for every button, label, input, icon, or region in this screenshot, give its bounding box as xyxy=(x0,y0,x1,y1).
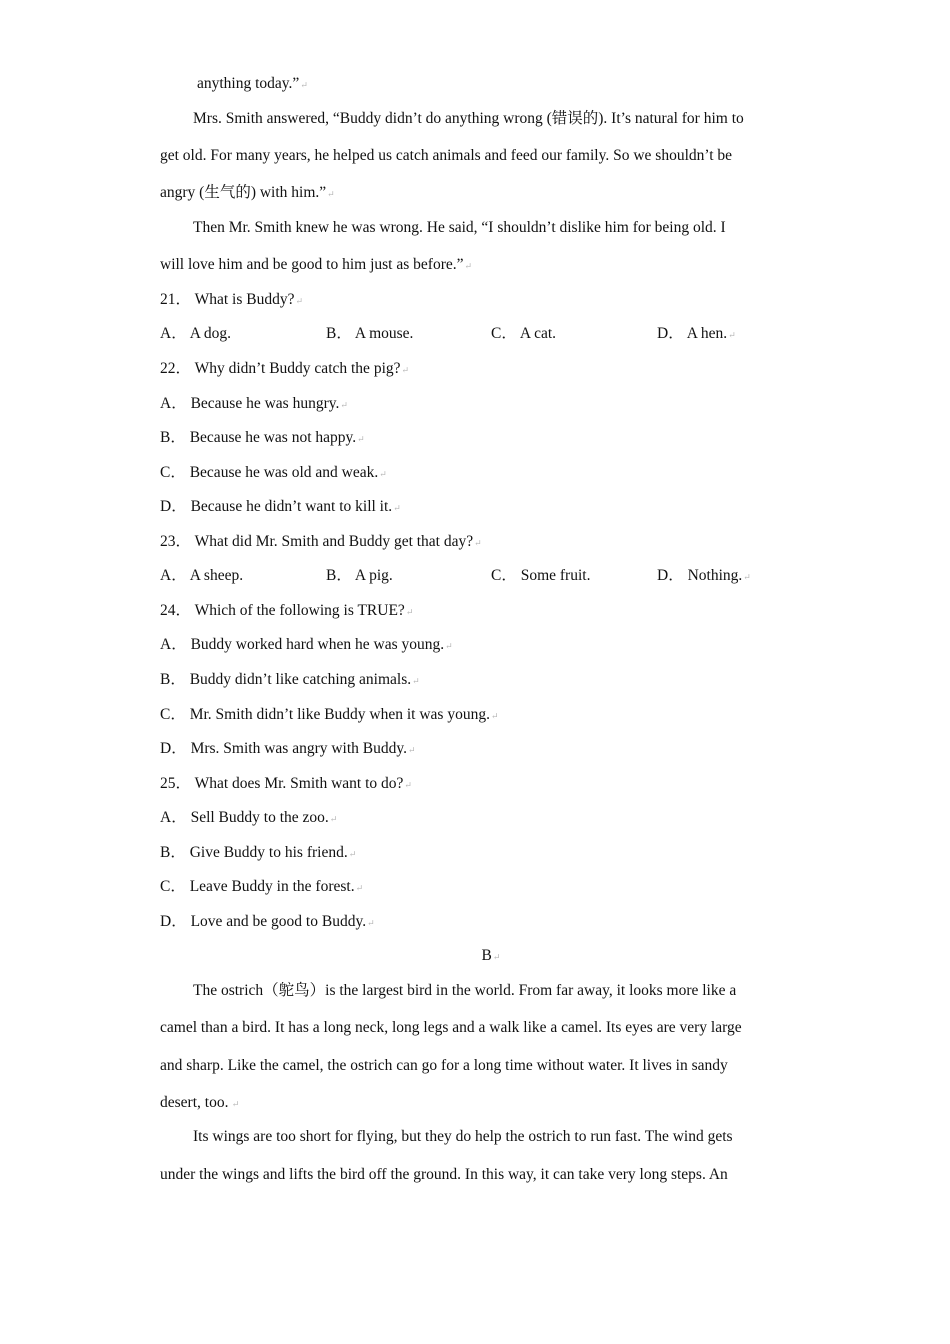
option-b: B． Buddy didn’t like catching animals.↵ xyxy=(160,671,420,688)
option-d: D． Love and be good to Buddy.↵ xyxy=(160,913,375,930)
option-a: A． Buddy worked hard when he was young.↵ xyxy=(160,636,453,653)
passage-b-line: Its wings are too short for flying, but they do help the ostrich to run fast. The wind gets xyxy=(193,1128,733,1145)
passage-b-line: camel than a bird. It has a long neck, long legs and a walk like a camel. Its eyes are very large xyxy=(160,1019,742,1036)
option-d: D． Mrs. Smith was angry with Buddy.↵ xyxy=(160,740,416,757)
option-c: C． Some fruit. xyxy=(491,567,591,584)
option-a: A． Sell Buddy to the zoo.↵ xyxy=(160,809,338,826)
passage-b-line: The ostrich（鸵鸟）is the largest bird in the world. From far away, it looks more like a xyxy=(193,982,737,999)
passage-a-line: get old. For many years, he helped us catch animals and feed our family. So we shouldn’t be xyxy=(160,147,733,164)
question-stem: 21． What is Buddy?↵ xyxy=(160,291,304,308)
question-stem: 25． What does Mr. Smith want to do?↵ xyxy=(160,775,412,792)
section-heading: B↵ xyxy=(481,947,501,964)
passage-b-line: and sharp. Like the camel, the ostrich can go for a long time without water. It lives in sandy xyxy=(160,1057,728,1074)
option-a: A． A dog. xyxy=(160,325,232,342)
passage-a-line: angry (生气的) with him.”↵ xyxy=(160,184,335,201)
question-stem: 22． Why didn’t Buddy catch the pig?↵ xyxy=(160,360,410,377)
question-stem: 24． Which of the following is TRUE?↵ xyxy=(160,602,414,619)
option-c: C． A cat. xyxy=(491,325,557,342)
option-a: A． Because he was hungry.↵ xyxy=(160,395,348,412)
option-b: B． Because he was not happy.↵ xyxy=(160,429,365,446)
passage-b-line: desert, too. ↵ xyxy=(160,1094,240,1111)
option-d: D． Nothing.↵ xyxy=(657,567,751,584)
passage-b-line: under the wings and lifts the bird off the ground. In this way, it can take very long steps. An xyxy=(160,1166,728,1183)
option-b: B． Give Buddy to his friend.↵ xyxy=(160,844,357,861)
option-b: B． A pig. xyxy=(326,567,393,584)
option-b: B． A mouse. xyxy=(326,325,414,342)
option-c: C． Mr. Smith didn’t like Buddy when it was young.↵ xyxy=(160,706,499,723)
option-d: D． A hen.↵ xyxy=(657,325,736,342)
passage-a-line: Then Mr. Smith knew he was wrong. He said, “I shouldn’t dislike him for being old. I xyxy=(193,219,726,236)
passage-a-line: Mrs. Smith answered, “Buddy didn’t do anything wrong (错误的). It’s natural for him to xyxy=(193,110,744,127)
passage-a-line: will love him and be good to him just as before.”↵ xyxy=(160,256,473,273)
passage-a-line: anything today.”↵ xyxy=(197,75,308,92)
question-stem: 23． What did Mr. Smith and Buddy get that day?↵ xyxy=(160,533,482,550)
option-a: A． A sheep. xyxy=(160,567,244,584)
option-d: D． Because he didn’t want to kill it.↵ xyxy=(160,498,401,515)
option-c: C． Leave Buddy in the forest.↵ xyxy=(160,878,364,895)
option-c: C． Because he was old and weak.↵ xyxy=(160,464,387,481)
